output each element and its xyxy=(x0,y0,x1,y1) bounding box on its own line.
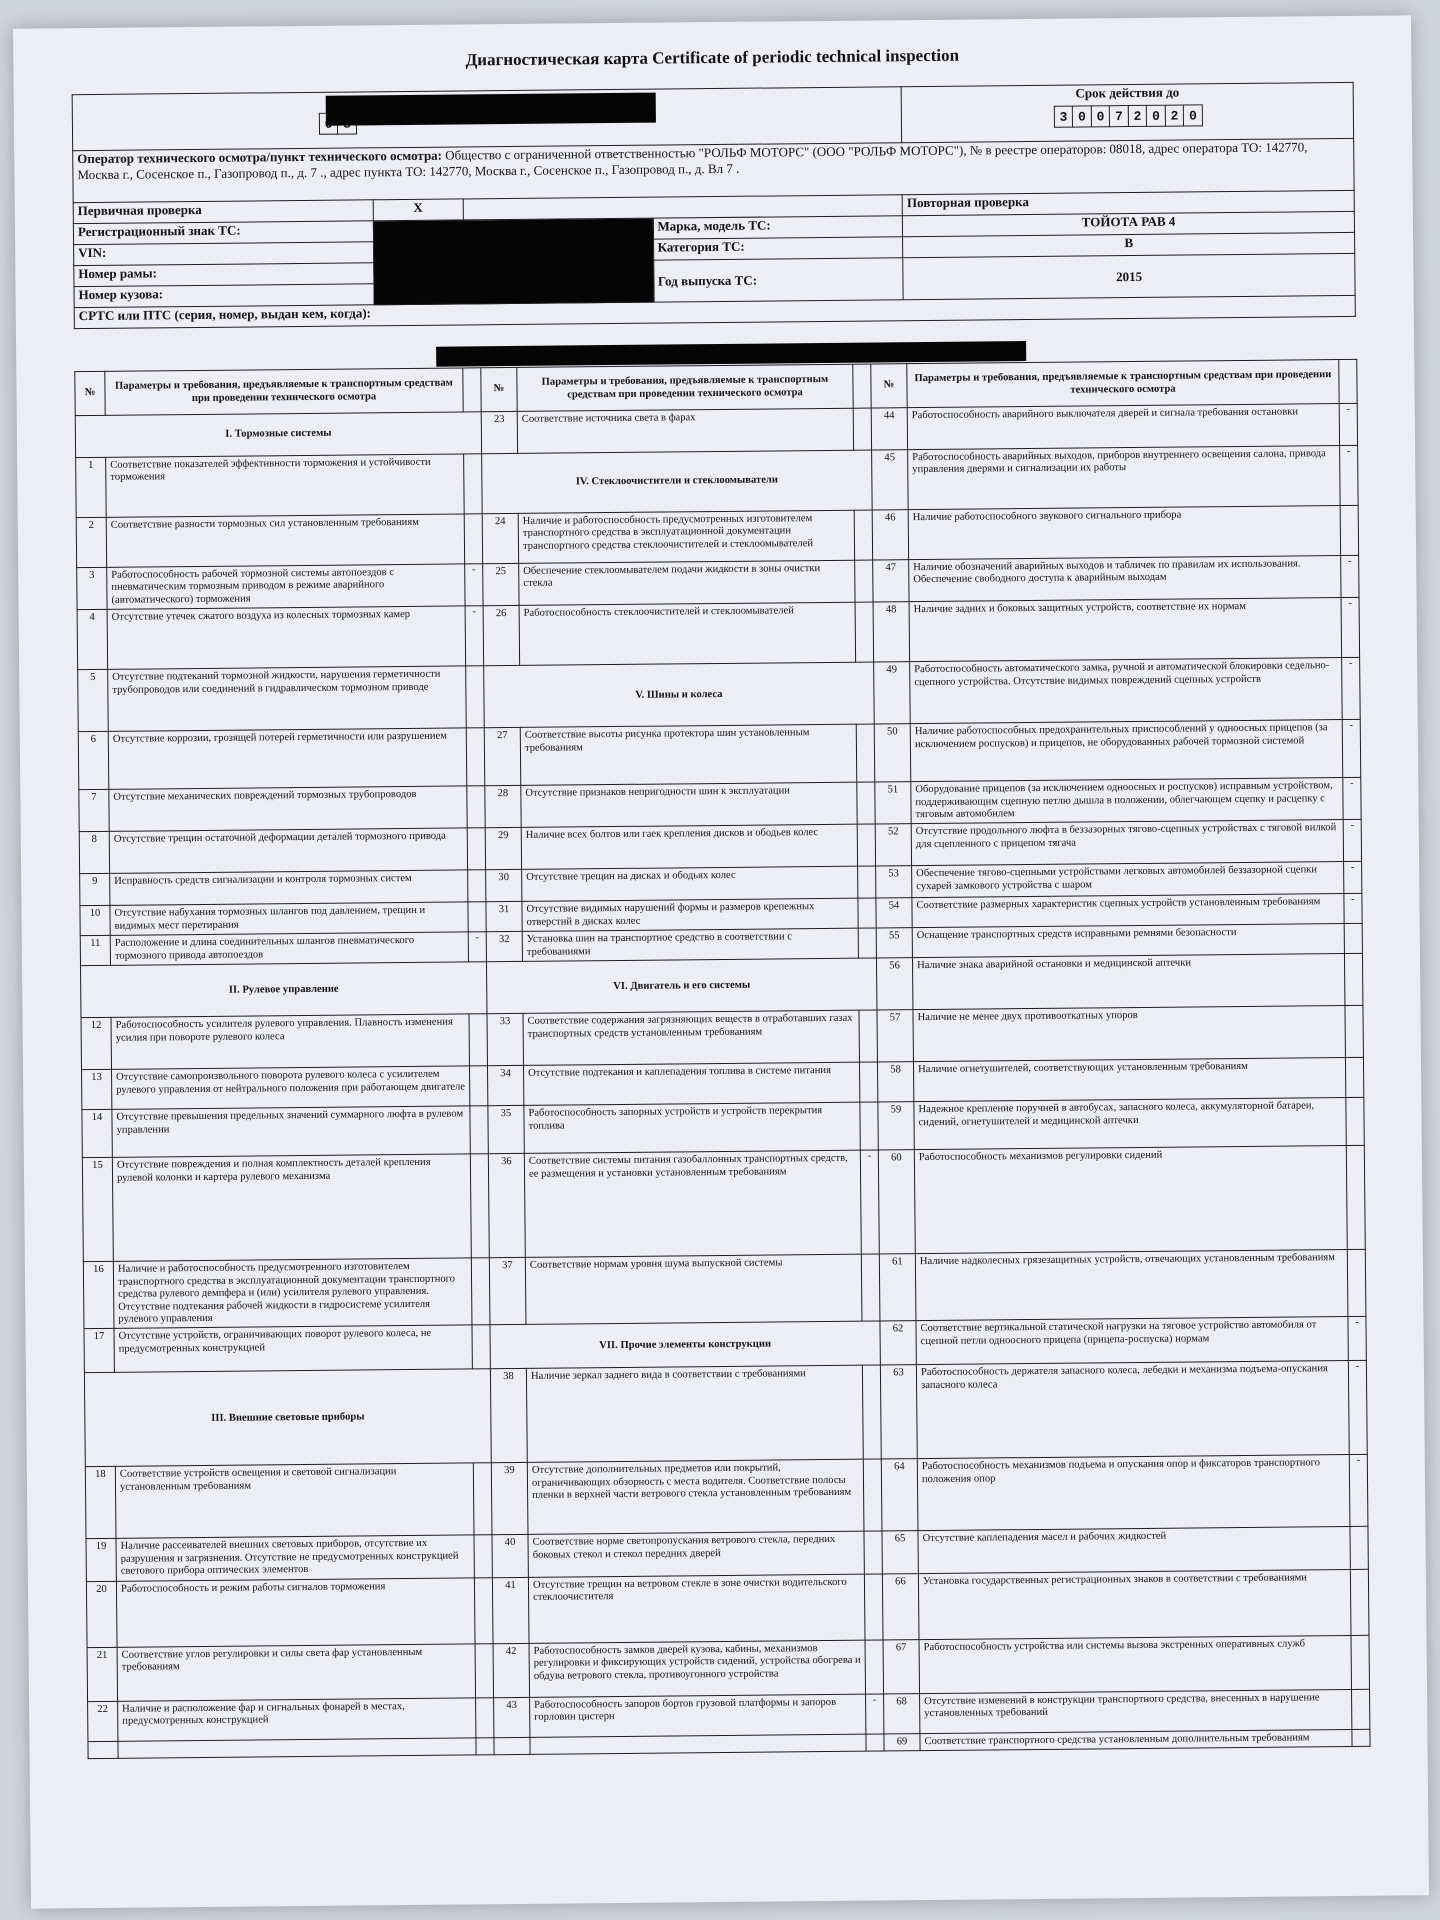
item-number: 21 xyxy=(87,1647,118,1701)
column-param-header: Параметры и требования, предъявляемые к транспортным средствам при проведении технического осмотра xyxy=(517,364,853,411)
item-result xyxy=(861,1254,880,1321)
item-requirement: Отсутствие самопроизвольного поворота рулевого колеса с усилителем рулевого управления от нейтрального положения при работающем двигателе xyxy=(112,1066,470,1109)
item-result xyxy=(857,824,875,866)
item-requirement: Отсутствие видимых нарушений формы и размеров крепежных отверстий в дисках колес xyxy=(522,899,858,932)
section-header: V. Шины и колеса xyxy=(484,662,875,728)
item-requirement: Работоспособность автоматического замка, ручной и автоматической блокировки седельно-сцепного устройства. Отсутствие видимых повреждений сцепных устройств xyxy=(910,658,1343,724)
redacted-block xyxy=(373,218,653,305)
item-result: - xyxy=(1341,555,1359,597)
operator-text: Общество с ограниченной ответственностью "РОЛЬФ МОТОРС" (ООО "РОЛЬФ МОТОРС"), № в реестре операторов: 08018, адрес оператора ТО: 142770, Москва г., Сосенское п., Газопровод п., д. 7 ., адрес пункта ТО: 142770, Москва г., Сосенское п., Газопровод п., д. Вл 7 . xyxy=(77,139,1308,183)
item-result xyxy=(468,870,486,902)
item-result xyxy=(1352,1729,1370,1747)
item-number: 46 xyxy=(872,510,908,560)
item-number: 36 xyxy=(488,1154,525,1258)
item-result xyxy=(474,1577,493,1643)
item-requirement: Наличие и работоспособность предусмотренного изготовителем транспортного средства в эксплуатационной документации транспортного средства рулевого демпфера и (или) усилителя рулевого управления. Отсутствие подтекания рабочей жидкости в гидросистеме усилителя рулевого управления xyxy=(113,1258,472,1328)
item-requirement: Работоспособность и режим работы сигналов торможения xyxy=(116,1578,475,1647)
item-requirement: Отсутствие изменений в конструкции транспортного средства, внесенных в нарушение установленных требований xyxy=(920,1689,1352,1733)
item-number: 57 xyxy=(877,1010,913,1062)
item-requirement: Соответствие устройств освещения и световой сигнализации установленным требованиям xyxy=(115,1463,474,1538)
item-number: 29 xyxy=(485,828,521,870)
item-result xyxy=(472,1325,490,1369)
document-title: Диагностическая карта Certificate of periodic technical inspection xyxy=(465,45,960,70)
item-result xyxy=(858,928,876,958)
item-result xyxy=(1345,1058,1363,1098)
item-requirement: Наличие надколесных грязезащитных устройств, отвечающих установленным требованиям xyxy=(915,1250,1348,1321)
item-number: 65 xyxy=(882,1531,918,1574)
item-requirement xyxy=(118,1738,476,1759)
valid-until-digits xyxy=(1053,104,1201,127)
category-label: Категория ТС: xyxy=(653,237,903,260)
item-number: 55 xyxy=(876,928,912,958)
item-number: 64 xyxy=(881,1459,918,1531)
item-requirement: Отсутствие утечек сжатого воздуха из колесных тормозных камер xyxy=(107,606,466,669)
item-result xyxy=(467,828,485,870)
item-result xyxy=(856,724,875,782)
item-requirement: Соответствие разности тормозных сил установленным требованиям xyxy=(106,514,464,567)
section-header: IV. Стеклоочистители и стеклоомыватели xyxy=(482,450,873,514)
item-result xyxy=(1350,1527,1368,1569)
item-number: 16 xyxy=(83,1262,114,1329)
item-number: 40 xyxy=(492,1535,528,1578)
item-result xyxy=(476,1737,494,1755)
item-result xyxy=(1347,1250,1366,1317)
body-label: Номер кузова: xyxy=(74,284,374,308)
item-result xyxy=(469,1066,487,1106)
item-result xyxy=(1346,1098,1364,1146)
item-result xyxy=(865,1640,884,1694)
item-number: 23 xyxy=(481,411,517,453)
item-number: 5 xyxy=(78,670,109,732)
item-number: 27 xyxy=(484,728,521,786)
item-number: 11 xyxy=(80,936,110,966)
item-number: 2 xyxy=(76,517,106,567)
item-result: - xyxy=(1348,1317,1366,1361)
item-result: - xyxy=(468,932,486,962)
item-requirement: Расположение и длина соединительных шлангов пневматического тормозного привода автопоездов xyxy=(110,932,468,965)
item-number: 53 xyxy=(876,866,912,898)
table-row xyxy=(84,1361,1367,1467)
table-row xyxy=(86,1569,1369,1647)
section-header: II. Рулевое управление xyxy=(81,962,487,1018)
item-result xyxy=(469,1014,487,1066)
item-number: 17 xyxy=(84,1329,114,1373)
item-result xyxy=(1350,1569,1369,1635)
item-requirement: Соответствие размерных характеристик сцепных устройств установленным требованиям xyxy=(912,894,1344,928)
table-row xyxy=(85,1455,1368,1539)
item-requirement: Соответствие углов регулировки и силы света фар установленным требованиям xyxy=(117,1644,476,1701)
item-requirement: Работоспособность стеклоочистителей и стеклоомывателей xyxy=(519,602,856,665)
item-result xyxy=(859,1010,877,1062)
item-number: 38 xyxy=(490,1369,527,1463)
item-result xyxy=(1346,1146,1365,1250)
item-result: - xyxy=(1343,778,1361,820)
valid-until-digit: 2 xyxy=(1164,105,1184,127)
item-requirement: Соответствие источника света в фарах xyxy=(517,408,853,453)
item-requirement: Работоспособность аварийного выключателя дверей и сигнала требования остановки xyxy=(907,404,1339,450)
item-result: - xyxy=(1341,598,1360,658)
year-label: Год выпуска ТС: xyxy=(653,258,903,302)
item-result xyxy=(1352,1689,1370,1729)
item-number: 15 xyxy=(82,1158,113,1262)
item-result: - xyxy=(1343,820,1361,862)
item-result xyxy=(855,560,873,602)
item-result xyxy=(855,602,874,662)
item-number: 19 xyxy=(86,1539,116,1582)
item-result xyxy=(475,1643,494,1697)
item-requirement: Отсутствие подтеканий тормозной жидкости, нарушения герметичности трубопроводов или соединений в гидравлическом тормозном приводе xyxy=(108,666,467,731)
item-requirement: Наличие и работоспособность предусмотренных изготовителем транспортного средства в эксплуатационной документации транспортного средства стеклоочистителей и стеклоомывателей xyxy=(518,510,854,563)
item-number: 28 xyxy=(485,786,521,829)
item-requirement: Наличие работоспособного звукового сигнального прибора xyxy=(908,506,1340,560)
item-number: 56 xyxy=(876,958,912,1010)
item-requirement: Соответствие нормам уровня шума выпускной системы xyxy=(525,1255,862,1325)
column-param-header: Параметры и требования, предъявляемые к транспортным средствам при проведении технического осмотра xyxy=(907,360,1339,408)
item-number: 35 xyxy=(488,1106,524,1154)
item-requirement: Работоспособность запоров бортов грузовой платформы и запоров горловин цистерн xyxy=(530,1694,866,1737)
item-result xyxy=(474,1535,492,1577)
item-number: 62 xyxy=(880,1321,916,1365)
item-requirement: Наличие всех болтов или гаек крепления дисков и ободьев колес xyxy=(521,825,857,870)
item-number: 33 xyxy=(487,1014,523,1066)
item-requirement: Работоспособность аварийных выходов, приборов внутреннего освещения салона, привода управления дверями и сигнализации их работы xyxy=(908,446,1341,510)
item-result: - xyxy=(1344,894,1362,924)
item-result xyxy=(1344,924,1362,954)
item-result xyxy=(466,728,485,786)
item-number xyxy=(88,1741,118,1759)
item-number: 44 xyxy=(871,408,907,450)
item-result xyxy=(864,1531,882,1573)
item-requirement: Оборудование прицепов (за исключением одноосных и роспусков) исправным устройством, поддерживающим сцепную петлю дышла в положении, облегчающем сцепку и расцепку с тяговым автомобилем xyxy=(911,778,1343,824)
item-result xyxy=(863,1459,882,1531)
operator-label: Оператор технического осмотра/пункт технического осмотра: xyxy=(77,147,443,167)
item-number: 66 xyxy=(882,1573,919,1639)
section-header: VI. Двигатель и его системы xyxy=(486,958,876,1014)
item-number: 43 xyxy=(494,1697,530,1737)
valid-until-digit: 0 xyxy=(1072,105,1092,127)
item-result xyxy=(858,866,876,898)
column-param-header: Параметры и требования, предъявляемые к транспортным средствам при проведении технического осмотра xyxy=(105,368,463,415)
item-requirement: Наличие обозначений аварийных выходов и табличек по правилам их использования. Обеспечение свободного доступа к аварийным выходам xyxy=(909,556,1341,602)
item-number: 3 xyxy=(77,567,107,610)
item-result: - xyxy=(1340,445,1359,505)
item-requirement: Соответствие высоты рисунка протектора шин установленным требованиям xyxy=(520,724,857,785)
item-requirement: Отсутствие признаков непригодности шин к эксплуатации xyxy=(521,782,857,827)
item-requirement: Обеспечение стеклоомывателем подачи жидкости в зоны очистки стекла xyxy=(519,560,855,605)
item-number: 32 xyxy=(486,932,522,962)
item-result: - xyxy=(866,1694,884,1734)
item-requirement: Работоспособность механизмов регулировки сидений xyxy=(914,1146,1347,1254)
item-requirement: Отсутствие устройств, ограничивающих поворот рулевого колеса, не предусмотренных конструкцией xyxy=(114,1325,472,1372)
item-result xyxy=(866,1734,884,1752)
valid-until-digit: 3 xyxy=(1053,106,1073,128)
vin-label: VIN: xyxy=(74,242,374,266)
item-result: - xyxy=(1349,1455,1368,1527)
item-result xyxy=(464,514,482,564)
item-requirement: Наличие огнетушителей, соответствующих установленным требованиям xyxy=(913,1058,1345,1102)
item-result: - xyxy=(1339,403,1357,445)
item-requirement: Отсутствие трещин на дисках и ободьях колес xyxy=(522,867,858,902)
item-number: 14 xyxy=(82,1110,112,1158)
item-requirement: Отсутствие трещин остаточной деформации деталей тормозного привода xyxy=(109,828,467,873)
item-number: 63 xyxy=(880,1365,917,1459)
item-requirement: Наличие работоспособных предохранительных приспособлений у одноосных прицепов (за исключением роспусков) и прицепов, не оборудованных рабочей тормозной системой xyxy=(910,720,1343,782)
item-number: 39 xyxy=(491,1463,528,1535)
item-number: 41 xyxy=(492,1577,529,1643)
item-number: 61 xyxy=(879,1254,916,1321)
item-requirement xyxy=(530,1734,866,1755)
item-requirement: Обеспечение тягово-сцепными устройствами легковых автомобилей беззазорной сцепки сухарей замкового устройства с шаром xyxy=(912,862,1344,898)
column-result-header xyxy=(853,364,871,408)
item-requirement: Наличие задних и боковых защитных устройств, соответствие их нормам xyxy=(909,598,1342,662)
item-requirement: Работоспособность устройства или системы вызова экстренных оперативных служб xyxy=(919,1635,1351,1693)
item-requirement: Соответствие вертикальной статической нагрузки на тяговое устройство автомобиля от сцепной петли одноосного прицепа (прицепа-роспуска) нормам xyxy=(916,1317,1348,1365)
item-number: 68 xyxy=(884,1693,920,1733)
valid-until-digit: 2 xyxy=(1127,105,1147,127)
item-number: 47 xyxy=(873,560,909,603)
item-result: - xyxy=(1344,862,1362,894)
item-requirement: Наличие не менее двух противооткатных упоров xyxy=(913,1006,1345,1062)
item-requirement: Соответствие транспортного средства установленным дополнительным требованиям xyxy=(920,1729,1352,1751)
item-result: - xyxy=(465,564,483,606)
item-requirement: Установка государственных регистрационных знаков в соответствии с требованиями xyxy=(918,1569,1351,1639)
item-result xyxy=(862,1365,881,1459)
srts-label: СРТС или ПТС (серия, номер, выдан кем, когда): xyxy=(78,305,372,324)
item-result xyxy=(466,666,485,728)
column-no-header: № xyxy=(481,367,517,411)
item-result xyxy=(471,1258,490,1325)
item-requirement: Отсутствие дополнительных предметов или покрытий, ограничивающих обзорность с места водителя. Соответствие полосы пленки в верхней части ветрового стекла установленным требованиям xyxy=(527,1460,864,1535)
item-number: 8 xyxy=(79,832,109,874)
item-requirement: Работоспособность замков дверей кузова, кабины, механизмов регулировки и фиксирующих устройств сидений, устройства обогрева и обдува ветрового стекла, противоугонного устройства xyxy=(529,1640,866,1697)
category-value: B xyxy=(903,232,1355,257)
valid-until-cell xyxy=(901,82,1353,142)
item-result xyxy=(464,454,483,514)
item-requirement: Отсутствие повреждения и полная комплектность деталей крепления рулевой колонки и картера рулевого механизма xyxy=(112,1154,471,1261)
item-number xyxy=(494,1737,530,1755)
item-result: - xyxy=(1342,658,1361,720)
item-number: 67 xyxy=(883,1639,920,1693)
item-number: 18 xyxy=(85,1467,116,1539)
item-requirement: Наличие и расположение фар и сигнальных фонарей в местах, предусмотренных конструкцией xyxy=(118,1698,476,1741)
item-result xyxy=(1344,954,1362,1006)
item-requirement: Соответствие показателей эффективности торможения и устойчивости торможения xyxy=(106,454,465,517)
item-number: 6 xyxy=(78,732,109,790)
year-value: 2015 xyxy=(903,253,1355,299)
item-number: 52 xyxy=(875,824,911,866)
item-requirement: Отсутствие коррозии, грозящей потерей герметичности или разрушением xyxy=(108,728,467,789)
item-requirement: Работоспособность рабочей тормозной системы автопоездов с пневматическим тормозным приводом в режиме аварийного (автоматического) торможения xyxy=(107,564,465,610)
item-result xyxy=(473,1463,492,1535)
item-result xyxy=(476,1697,494,1737)
item-number: 58 xyxy=(877,1062,913,1102)
item-number: 42 xyxy=(493,1643,530,1697)
item-number: 13 xyxy=(82,1070,112,1110)
item-number: 20 xyxy=(86,1581,117,1647)
item-result: - xyxy=(465,606,484,666)
item-number: 48 xyxy=(873,602,910,662)
make-label: Марка, модель ТС: xyxy=(653,216,903,239)
item-requirement: Соответствие норме светопропускания ветрового стекла, передних боковых стекол и стекол передних дверей xyxy=(528,1532,864,1577)
item-result xyxy=(468,902,486,932)
item-result xyxy=(1340,505,1358,555)
valid-until-digit: 0 xyxy=(1183,104,1203,126)
section-header: I. Тормозные системы xyxy=(75,412,481,458)
section-header: VII. Прочие элементы конструкции xyxy=(490,1321,880,1369)
item-number: 60 xyxy=(878,1150,915,1254)
valid-until-digit: 7 xyxy=(1109,105,1129,127)
item-requirement: Отсутствие продольного люфта в беззазорных тягово-сцепных устройствах с тяговой вилкой для сцепленного с прицепом тягача xyxy=(911,820,1343,866)
item-requirement: Отсутствие механических повреждений тормозных трубопроводов xyxy=(109,786,467,832)
header-table xyxy=(72,82,1356,329)
frame-label: Номер рамы: xyxy=(74,263,374,287)
item-result xyxy=(470,1154,489,1258)
primary-check-mark: X xyxy=(373,199,463,221)
item-requirement: Работоспособность механизмов подъема и опускания опор и фиксаторов транспортного положения опор xyxy=(917,1455,1350,1531)
item-result xyxy=(859,1062,877,1102)
table-row xyxy=(82,1146,1365,1262)
item-result xyxy=(864,1574,883,1640)
inspection-table xyxy=(74,359,1370,1759)
valid-until-label: Срок действия до xyxy=(1075,84,1180,101)
item-requirement: Отсутствие набухания тормозных шлангов под давлением, трещин и видимых мест перетирания xyxy=(110,902,468,935)
item-number: 10 xyxy=(80,906,110,936)
item-result xyxy=(854,510,872,560)
item-number: 34 xyxy=(487,1066,523,1106)
valid-until-digit: 0 xyxy=(1146,105,1166,127)
primary-check-label: Первичная проверка xyxy=(73,200,373,224)
item-requirement: Работоспособность усилителя рулевого управления. Плавность изменения усилия при повороте рулевого колеса xyxy=(111,1014,469,1069)
item-number: 50 xyxy=(874,724,911,782)
item-requirement: Работоспособность держателя запасного колеса, лебедки и механизма подъема-опускания запасного колеса xyxy=(916,1361,1349,1459)
item-result: - xyxy=(860,1150,879,1254)
plate-label: Регистрационный знак ТС: xyxy=(73,221,373,245)
item-number: 69 xyxy=(884,1733,920,1751)
item-requirement: Работоспособность запорных устройств и устройств перекрытия топлива xyxy=(524,1103,860,1154)
item-requirement: Соответствие содержания загрязняющих веществ в отработавших газах транспортных средств установленным требованиям xyxy=(523,1011,859,1066)
item-number: 37 xyxy=(489,1258,526,1325)
item-result xyxy=(857,782,875,824)
item-number: 49 xyxy=(874,662,911,724)
item-result xyxy=(467,786,485,828)
item-number: 24 xyxy=(482,513,518,563)
item-requirement: Установка шин на транспортное средство в соответствии с требованиями xyxy=(522,929,858,962)
item-result xyxy=(853,408,871,450)
column-no-header: № xyxy=(75,371,105,415)
column-result-header xyxy=(1339,359,1357,403)
item-result xyxy=(470,1106,488,1154)
item-requirement: Наличие рассеивателей внешних световых приборов, отсутствие их разрушения и загрязнения. Отсутствие не предусмотренных конструкцией светового прибора оптических элементов xyxy=(116,1535,474,1581)
item-requirement: Исправность средств сигнализации и контроля тормозных систем xyxy=(110,870,468,905)
item-result xyxy=(1351,1635,1370,1689)
item-number: 30 xyxy=(486,870,522,902)
repeat-check-label: Повторная проверка xyxy=(902,190,1354,215)
item-requirement: Отсутствие каплепадения масел и рабочих жидкостей xyxy=(918,1527,1350,1573)
item-requirement: Отсутствие трещин на ветровом стекле в зоне очистки водительского стеклоочистителя xyxy=(528,1574,865,1643)
table-row xyxy=(83,1250,1366,1329)
item-requirement: Надежное крепление поручней в автобусах, запасного колеса, аккумуляторной батареи, сидений, огнетушителей и медицинской аптечки xyxy=(914,1098,1346,1150)
item-result: - xyxy=(1342,720,1361,778)
item-number: 7 xyxy=(79,790,109,833)
valid-until-digit: 0 xyxy=(1090,105,1110,127)
item-number: 25 xyxy=(483,563,519,606)
item-result xyxy=(1345,1006,1363,1058)
column-no-header: № xyxy=(871,364,907,408)
item-number: 1 xyxy=(76,457,107,517)
item-requirement: Соответствие системы питания газобаллонных транспортных средств, ее размещения и установки установленным требованиям xyxy=(524,1151,861,1258)
item-requirement: Наличие зеркал заднего вида в соответствии с требованиями xyxy=(526,1366,863,1463)
item-requirement: Оснащение транспортных средств исправными ремнями безопасности xyxy=(912,924,1344,958)
inspection-sheet xyxy=(13,15,1429,1908)
item-result xyxy=(860,1102,878,1150)
section-header: III. Внешние световые приборы xyxy=(84,1369,491,1467)
item-number: 26 xyxy=(483,606,520,666)
item-number: 22 xyxy=(88,1701,118,1741)
make-value: ТОЙОТА РАВ 4 xyxy=(903,211,1355,236)
item-number: 31 xyxy=(486,902,522,932)
redacted-reg-number xyxy=(326,93,656,126)
item-number: 54 xyxy=(876,898,912,928)
item-requirement: Отсутствие подтекания и каплепадения топлива в системе питания xyxy=(523,1063,859,1106)
item-number: 9 xyxy=(80,874,110,906)
item-result: - xyxy=(1348,1361,1367,1455)
item-number: 51 xyxy=(875,782,911,825)
item-number: 45 xyxy=(872,450,909,510)
item-requirement: Наличие знака аварийной остановки и медицинской аптечки xyxy=(912,954,1344,1010)
item-number: 12 xyxy=(81,1018,111,1070)
item-number: 59 xyxy=(878,1102,914,1150)
item-requirement: Отсутствие превышения предельных значений суммарного люфта в рулевом управлении xyxy=(112,1106,470,1157)
item-result xyxy=(858,898,876,928)
item-number: 4 xyxy=(77,610,108,670)
column-result-header xyxy=(463,368,481,412)
